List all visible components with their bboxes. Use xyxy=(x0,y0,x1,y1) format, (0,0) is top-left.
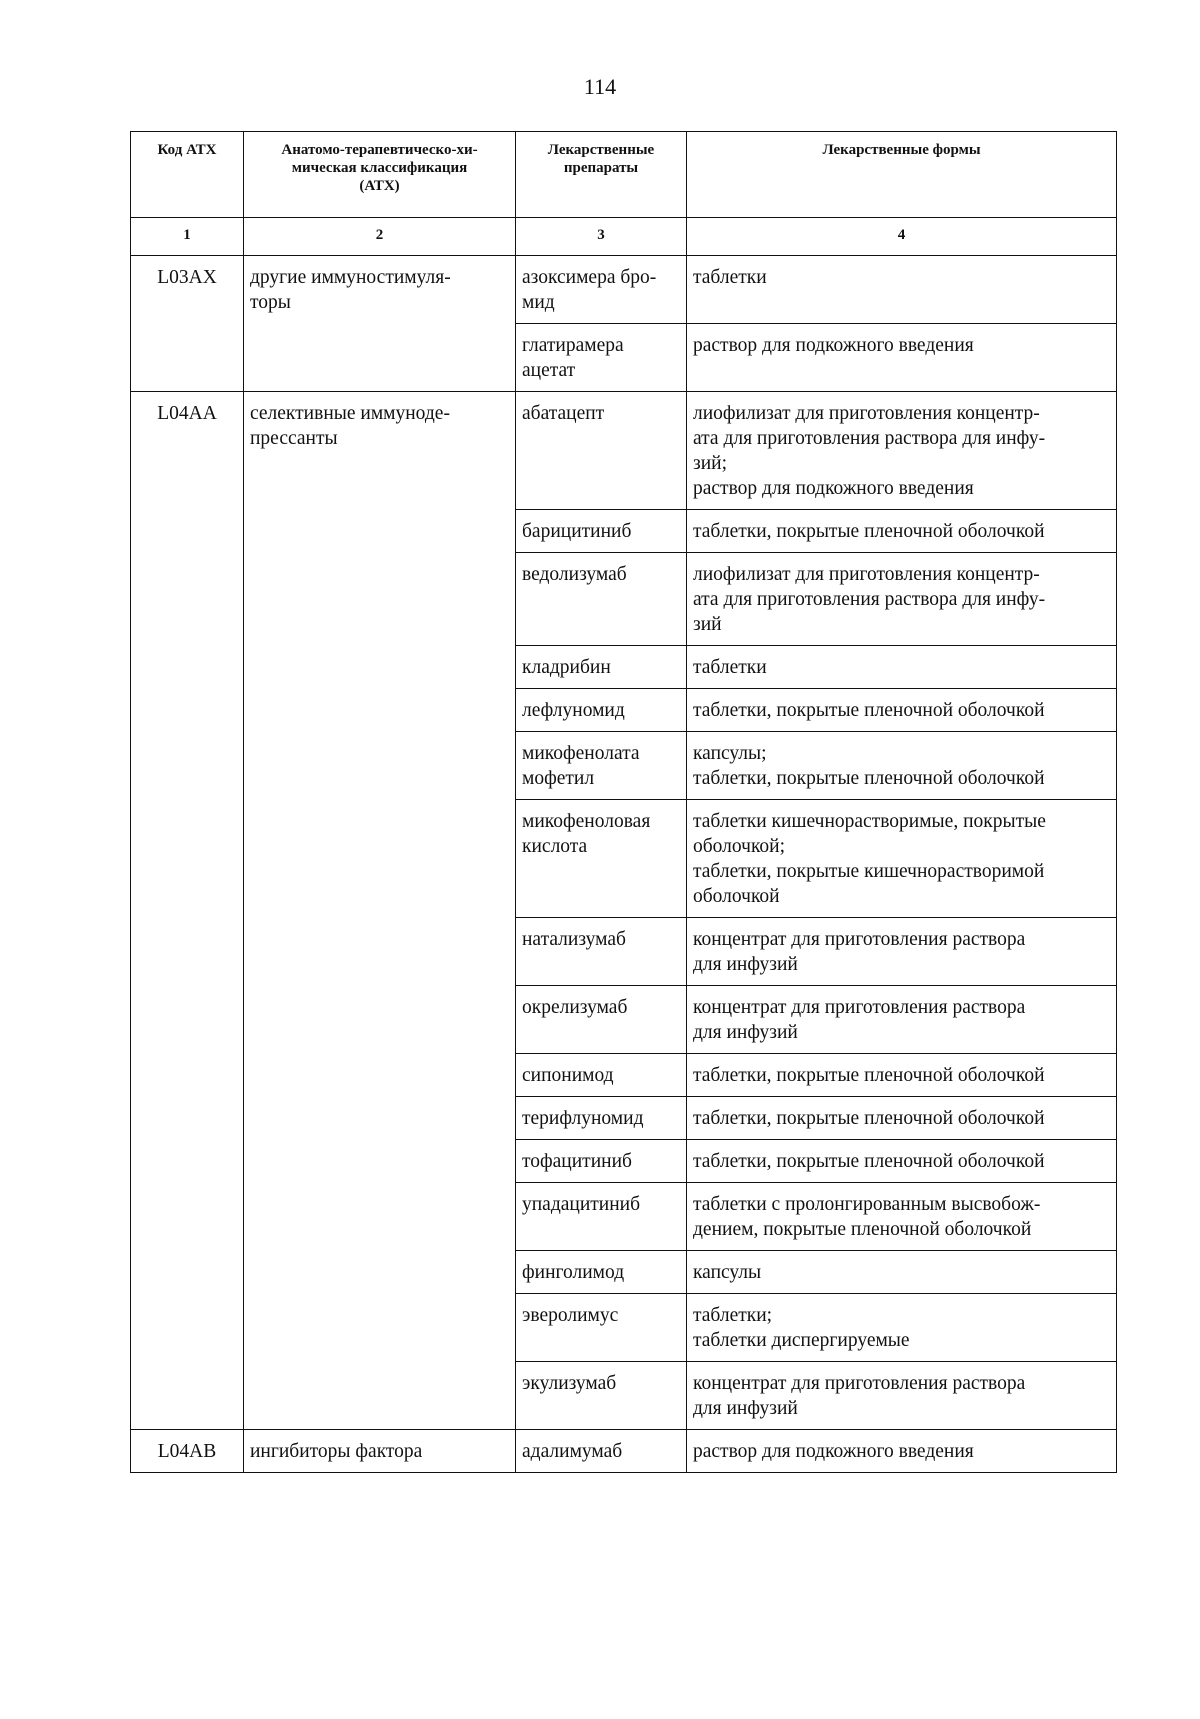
table-row xyxy=(131,1430,1117,1473)
atc-code-cell: L04AB xyxy=(131,1430,244,1473)
table-row xyxy=(131,256,1117,324)
dosage-forms-cell: лиофилизат для приготовления концентр- ата для приготовления раствора для инфу- зий; раствор для подкожного введения xyxy=(687,392,1117,510)
dosage-forms-cell: таблетки, покрытые пленочной оболочкой xyxy=(687,1140,1117,1183)
dosage-forms-cell: концентрат для приготовления раствора для инфузий xyxy=(687,986,1117,1054)
drug-name-cell: барицитиниб xyxy=(516,510,687,553)
dosage-forms-cell: таблетки, покрытые пленочной оболочкой xyxy=(687,1054,1117,1097)
drug-name-cell: микофенолата мофетил xyxy=(516,732,687,800)
drug-name-cell: ведолизумаб xyxy=(516,553,687,646)
drug-name-cell: микофеноловая кислота xyxy=(516,800,687,918)
dosage-forms-cell: таблетки, покрытые пленочной оболочкой xyxy=(687,1097,1117,1140)
drug-name-cell: лефлуномид xyxy=(516,689,687,732)
dosage-forms-cell: капсулы; таблетки, покрытые пленочной оболочкой xyxy=(687,732,1117,800)
dosage-forms-cell: раствор для подкожного введения xyxy=(687,1430,1117,1473)
table-row xyxy=(131,392,1117,510)
dosage-forms-cell: таблетки, покрытые пленочной оболочкой xyxy=(687,510,1117,553)
atc-code-cell: L03AX xyxy=(131,256,244,392)
drug-name-cell: адалимумаб xyxy=(516,1430,687,1473)
drug-name-cell: окрелизумаб xyxy=(516,986,687,1054)
drug-name-cell: эверолимус xyxy=(516,1294,687,1362)
column-number: 3 xyxy=(516,218,687,256)
header-drugs: Лекарственные препараты xyxy=(516,132,687,218)
dosage-forms-cell: таблетки, покрытые пленочной оболочкой xyxy=(687,689,1117,732)
atc-classification-cell: другие иммуностимуля- торы xyxy=(244,256,516,392)
drug-classification-table xyxy=(130,131,1117,1473)
column-number: 2 xyxy=(244,218,516,256)
dosage-forms-cell: таблетки; таблетки диспергируемые xyxy=(687,1294,1117,1362)
column-number: 4 xyxy=(687,218,1117,256)
drug-name-cell: тофацитиниб xyxy=(516,1140,687,1183)
drug-name-cell: кладрибин xyxy=(516,646,687,689)
page-number: 114 xyxy=(583,74,617,99)
dosage-forms-cell: раствор для подкожного введения xyxy=(687,324,1117,392)
dosage-forms-cell: лиофилизат для приготовления концентр- ата для приготовления раствора для инфу- зий xyxy=(687,553,1117,646)
dosage-forms-cell: таблетки xyxy=(687,646,1117,689)
dosage-forms-cell: концентрат для приготовления раствора для инфузий xyxy=(687,918,1117,986)
drug-name-cell: глатирамера ацетат xyxy=(516,324,687,392)
drug-name-cell: сипонимод xyxy=(516,1054,687,1097)
header-atc-code: Код АТХ xyxy=(131,132,244,218)
header-atc-classification: Анатомо-терапевтическо-хи- мическая классификация (АТХ) xyxy=(244,132,516,218)
drug-name-cell: экулизумаб xyxy=(516,1362,687,1430)
header-row xyxy=(131,132,1117,218)
atc-classification-cell: селективные иммуноде- прессанты xyxy=(244,392,516,1430)
drug-name-cell: упадацитиниб xyxy=(516,1183,687,1251)
table-header xyxy=(131,132,1117,256)
atc-classification-cell: ингибиторы фактора xyxy=(244,1430,516,1473)
dosage-forms-cell: таблетки xyxy=(687,256,1117,324)
dosage-forms-cell: концентрат для приготовления раствора для инфузий xyxy=(687,1362,1117,1430)
atc-code-cell: L04AA xyxy=(131,392,244,1430)
drug-name-cell: натализумаб xyxy=(516,918,687,986)
drug-name-cell: абатацепт xyxy=(516,392,687,510)
dosage-forms-cell: капсулы xyxy=(687,1251,1117,1294)
table-body xyxy=(131,256,1117,1473)
column-number-row xyxy=(131,218,1117,256)
dosage-forms-cell: таблетки с пролонгированным высвобож- дением, покрытые пленочной оболочкой xyxy=(687,1183,1117,1251)
drug-name-cell: азоксимера бро- мид xyxy=(516,256,687,324)
drug-name-cell: терифлуномид xyxy=(516,1097,687,1140)
column-number: 1 xyxy=(131,218,244,256)
dosage-forms-cell: таблетки кишечнорастворимые, покрытые оболочкой; таблетки, покрытые кишечнорастворимой оболочкой xyxy=(687,800,1117,918)
header-dosage-forms: Лекарственные формы xyxy=(687,132,1117,218)
drug-name-cell: финголимод xyxy=(516,1251,687,1294)
